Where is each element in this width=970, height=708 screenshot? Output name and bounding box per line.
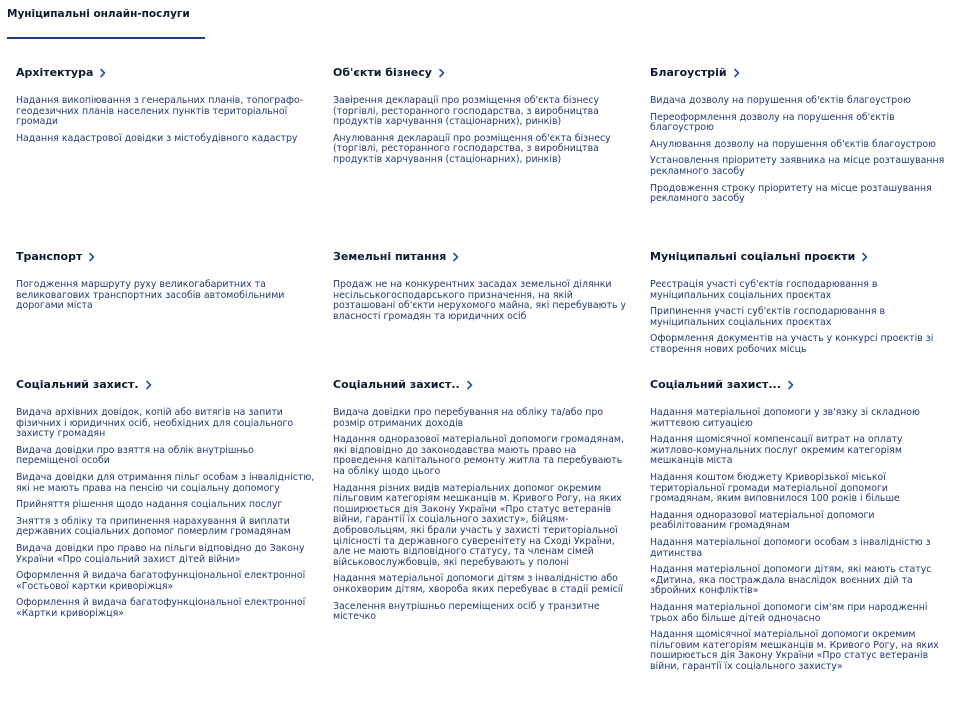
- service-link[interactable]: Установлення пріоритету заявника на місце розташування рекламного засобу: [650, 155, 945, 177]
- service-link[interactable]: Надання матеріальної допомоги дітям з інвалідністю або онкохворим дітям, хвороба яких перебуває в стадії ремісії: [333, 573, 623, 595]
- section-title-landscaping[interactable]: [650, 66, 950, 79]
- chevron-right-icon: [145, 380, 153, 390]
- service-link[interactable]: Надання матеріальної допомоги сім'ям при народженні трьох або більше дітей одночасно: [650, 601, 928, 624]
- service-link[interactable]: Надання кадастрової довідки з містобудівного кадастру: [16, 132, 298, 144]
- service-link[interactable]: Надання матеріальної допомоги дітям, які мають статус «Дитина, яка постраждала внаслідок воєнних дій та збройних конфліктів»: [650, 564, 932, 597]
- chevron-right-icon: [438, 68, 446, 78]
- section-title-municipal-social-projects[interactable]: [650, 250, 950, 263]
- chevron-right-icon: [99, 68, 107, 78]
- service-link[interactable]: Анулювання декларації про розміщення об'єкта бізнесу (торгівлі, ресторанного господарства, з виробництва продуктів харчування (стаціонарних), ринків): [333, 132, 611, 165]
- service-link[interactable]: Видача довідки про перебування на обліку та/або про розмір отриманих доходів: [333, 407, 604, 429]
- section-title-business-objects[interactable]: [333, 66, 633, 79]
- service-link[interactable]: Оформлення й видача багатофункціональної електронної «Картки криворіжця»: [16, 597, 306, 619]
- section-title-social-protection-3[interactable]: [650, 378, 950, 391]
- page-header: [7, 8, 190, 32]
- section-title-social-protection-2[interactable]: [333, 378, 633, 391]
- service-link[interactable]: Оформлення документів на участь у конкурсі проєктів зі створення нових робочих місць: [650, 333, 934, 355]
- section-business-objects: [333, 66, 633, 172]
- section-title-label: Благоустрій: [650, 66, 727, 79]
- service-link[interactable]: Заселення внутрішньо переміщених осіб у транзитне містечко: [333, 600, 600, 623]
- section-transport: [16, 250, 316, 318]
- header-underline: [7, 37, 205, 39]
- service-link[interactable]: Надання викопіювання з генеральних планів, топографо-геодезичних планів населених пунктів територіальної громади: [16, 95, 304, 128]
- page-title: Муніципальні онлайн-послуги: [7, 8, 190, 20]
- chevron-right-icon: [466, 380, 474, 390]
- section-title-label: Соціальний захист.: [16, 378, 139, 391]
- service-link[interactable]: Видача довідки про право на пільги відповідно до Закону України «Про соціальний захист дітей війни»: [16, 542, 305, 565]
- section-title-label: Муніципальні соціальні проєкти: [650, 250, 856, 263]
- service-link[interactable]: Припинення участі суб'єктів господарювання в муніципальних соціальних проєктах: [650, 306, 885, 328]
- service-link[interactable]: Надання матеріальної допомоги у зв'язку зі складною життєвою ситуацією: [650, 407, 920, 429]
- service-link[interactable]: Надання одноразової матеріальної допомоги реабілітованим громадянам: [650, 509, 875, 532]
- chevron-right-icon: [787, 380, 795, 390]
- chevron-right-icon: [861, 252, 869, 262]
- service-link[interactable]: Погодження маршруту руху великогабаритних та великовагових транспортних засобів автомобільними дорогами міста: [16, 279, 285, 312]
- service-link[interactable]: Завірення декларації про розміщення об'єкта бізнесу (торгівлі, ресторанного господарства, з виробництва продуктів харчування (стаціонарних), ринків): [333, 95, 600, 128]
- section-title-architecture[interactable]: [16, 66, 316, 79]
- service-link[interactable]: Продовження строку пріоритету на місце розташування рекламного засобу: [650, 182, 932, 205]
- service-link[interactable]: Зняття з обліку та припинення нарахування й виплати державних соціальних допомог померлим громадянам: [16, 515, 291, 538]
- service-link[interactable]: Видача довідки про взяття на облік внутрішньо переміщеної особи: [16, 444, 254, 467]
- section-title-social-protection-1[interactable]: [16, 378, 316, 391]
- section-title-transport[interactable]: [16, 250, 316, 263]
- service-link[interactable]: Надання коштом бюджету Криворізької міської територіальної громади матеріальної допомоги громадянам, яким виповнилося 100 років і більше: [650, 471, 900, 505]
- chevron-right-icon: [452, 252, 460, 262]
- service-link[interactable]: Надання матеріальної допомоги особам з інвалідністю з дитинства: [650, 536, 931, 559]
- service-link[interactable]: Продаж не на конкурентних засадах земельної ділянки несільськогосподарського призначення, на якій розташовані об'єкти нерухомого майна, які перебувають у власності громадян та юридичних осіб: [333, 279, 626, 322]
- section-title-label: Соціальний захист...: [650, 378, 781, 391]
- service-link[interactable]: Надання одноразової матеріальної допомоги громадянам, які відповідно до законодавства мають право на проведення капітального ремонту житла та перебувають на обліку щодо цього: [333, 434, 624, 477]
- section-architecture: [16, 66, 316, 150]
- section-municipal-social-projects: [650, 250, 950, 362]
- service-link[interactable]: Оформлення й видача багатофункціональної електронної «Гостьової картки криворіжця»: [16, 570, 306, 592]
- section-landscaping: [650, 66, 950, 211]
- chevron-right-icon: [88, 252, 96, 262]
- section-title-label: Транспорт: [16, 250, 83, 263]
- section-land-issues: [333, 250, 633, 328]
- service-link[interactable]: Видача архівних довідок, копій або витягів на запити фізичних і юридичних осіб, необхідних для соціального захисту громадян: [16, 407, 294, 440]
- section-title-label: Архітектура: [16, 66, 94, 79]
- service-link[interactable]: Прийняття рішення щодо надання соціальних послуг: [16, 499, 283, 511]
- chevron-right-icon: [733, 68, 741, 78]
- section-social-protection-1: [16, 378, 316, 626]
- service-link[interactable]: Видача довідки для отримання пільг особам з інвалідністю, які не мають права на пенсію чи соціальну допомогу: [16, 471, 315, 494]
- section-title-label: Земельні питання: [333, 250, 447, 263]
- service-link[interactable]: Видача дозволу на порушення об'єктів благоустрою: [650, 95, 911, 106]
- section-title-land-issues[interactable]: [333, 250, 633, 263]
- service-link[interactable]: Надання різних видів матеріальних допомог окремим пільговим категоріям мешканців м. Кривого Рогу, на яких поширюється дія Закону України «Про статус ветеранів війни, гарантії їх соціального захисту», бійцям-добровольцям, які брали участь у захисті територіальної цілісності та державного суверенітету на Сході України, але не мають відповідного статусу, та членам сімей військовослужбовців, які перебувають у полоні: [333, 482, 622, 568]
- section-title-label: Соціальний захист..: [333, 378, 460, 391]
- service-link[interactable]: Надання щомісячної матеріальної допомоги окремим пільговим категоріям мешканців м. Кривого Рогу, на яких поширюється дія Закону України «Про статус ветеранів війни, гарантії їх соціального захисту»: [650, 629, 939, 672]
- service-link[interactable]: Реєстрація участі суб'єктів господарювання в муніципальних соціальних проєктах: [650, 279, 878, 301]
- section-social-protection-3: [650, 378, 950, 678]
- section-social-protection-2: [333, 378, 633, 629]
- section-title-label: Об'єкти бізнесу: [333, 66, 432, 79]
- service-link[interactable]: Переоформлення дозволу на порушення об'єктів благоустрою: [650, 111, 895, 134]
- service-link[interactable]: Надання щомісячної компенсації витрат на оплату житлово-комунальних послуг окремим категоріям мешканців міста: [650, 434, 903, 467]
- service-link[interactable]: Анулювання дозволу на порушення об'єктів благоустрою: [650, 138, 936, 150]
